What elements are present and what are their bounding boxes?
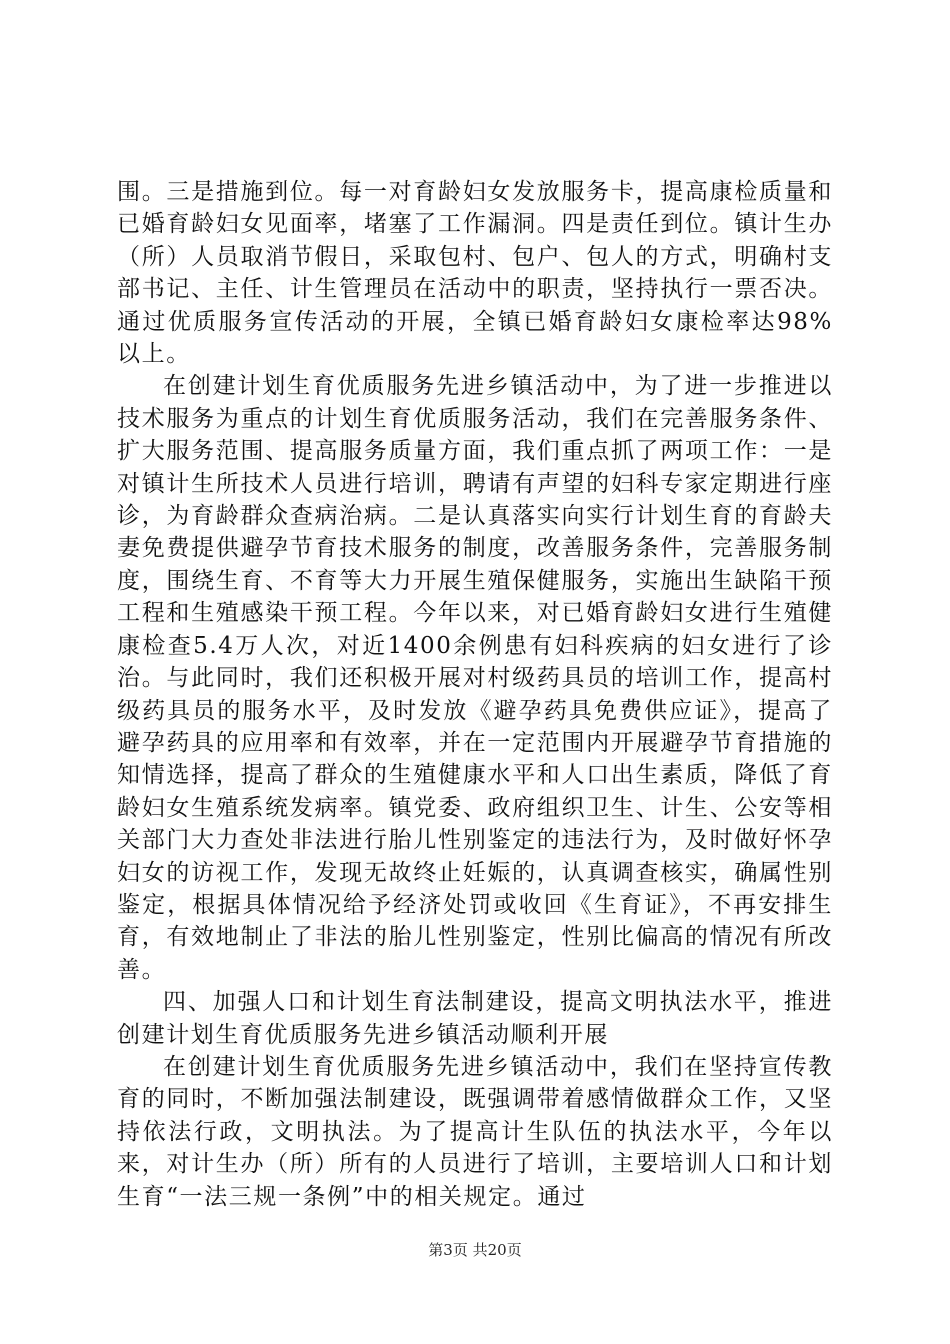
paragraph-legal-construction: 在创建计划生育优质服务先进乡镇活动中，我们在坚持宣传教育的同时，不断加强法制建设，既强调带着感情做群众工作，又坚持依法行政，文明执法。为了提高计生队伍的执法水平，今年以来，对计生办（所）所有的人员进行了培训，主要培训人口和计划生育“一法三规一条例”中的相关规定。通过 — [117, 1053, 833, 1210]
paragraph-technical-service: 在创建计划生育优质服务先进乡镇活动中，为了进一步推进以技术服务为重点的计划生育优质服务活动，我们在完善服务条件、扩大服务范围、提高服务质量方面，我们重点抓了两项工作：一是对镇计生所技术人员进行培训，聘请有声望的妇科专家定期进行座诊，为育龄群众查病治病。二是认真落实向实行计划生育的育龄夫妻免费提供避孕节育技术服务的制度，改善服务条件，完善服务制度，围绕生育、不育等大力开展生殖保健服务，实施出生缺陷干预工程和生殖感染干预工程。今年以来，对已婚育龄妇女进行生殖健康检查5.4万人次，对近1400余例患有妇科疾病的妇女进行了诊治。与此同时，我们还积极开展对村级药具员的培训工作，提高村级药具员的服务水平，及时发放《避孕药具免费供应证》，提高了避孕药具的应用率和有效率，并在一定范围内开展避孕节育措施的知情选择，提高了群众的生殖健康水平和人口出生素质，降低了育龄妇女生殖系统发病率。镇党委、政府组织卫生、计生、公安等相关部门大力查处非法进行胎儿性别鉴定的违法行为，及时做好怀孕妇女的访视工作，发现无故终止妊娠的，认真调查核实，确属性别鉴定，根据具体情况给予经济处罚或收回《生育证》，不再安排生育，有效地制止了非法的胎儿性别鉴定，性别比偏高的情况有所改善。 — [117, 373, 833, 983]
section-heading-legal-construction: 四、加强人口和计划生育法制建设，提高文明执法水平，推进创建计划生育优质服务先进乡镇活动顺利开展 — [117, 989, 833, 1048]
document-body — [117, 176, 833, 1213]
page-footer: 第3页 共20页 — [428, 1241, 522, 1259]
paragraph-continued: 围。三是措施到位。每一对育龄妇女发放服务卡，提高康检质量和已婚育龄妇女见面率，堵塞了工作漏洞。四是责任到位。镇计生办（所）人员取消节假日，采取包村、包户、包人的方式，明确村支部书记、主任、计生管理员在活动中的职责，坚持执行一票否决。通过优质服务宣传活动的开展，全镇已婚育龄妇女康检率达98%以上。 — [117, 179, 833, 368]
